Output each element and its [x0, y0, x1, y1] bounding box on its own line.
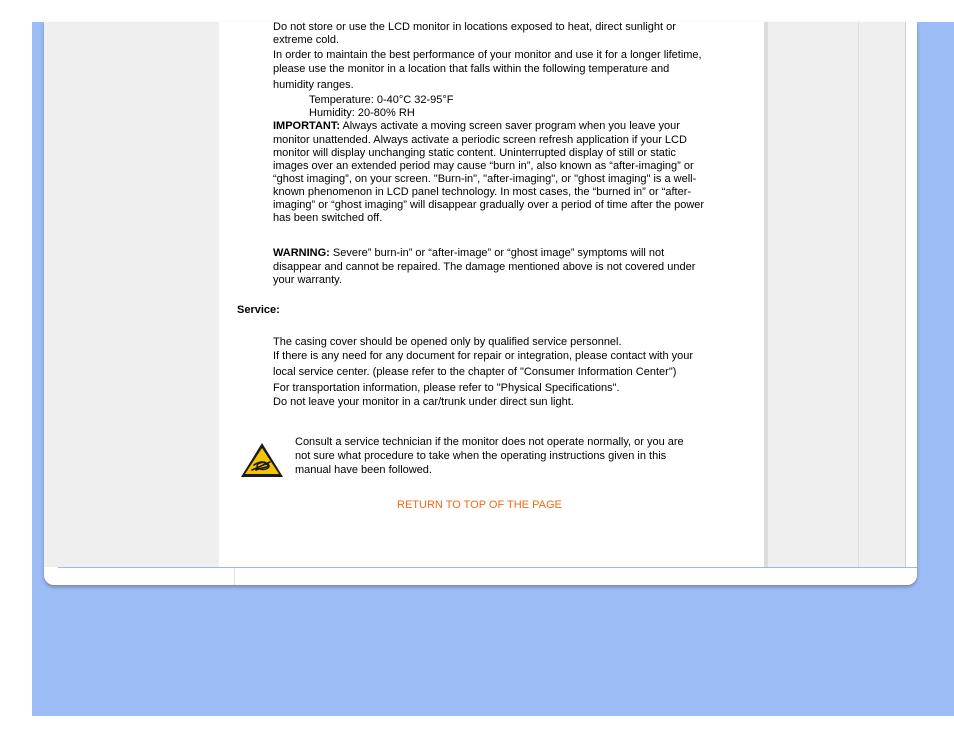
important-line: monitor will display unchanging static content. Uninterrupted display of still or static: [273, 147, 676, 159]
service-line: The casing cover should be opened only by qualified service personnel.: [273, 336, 622, 348]
return-to-top-link[interactable]: RETURN TO TOP OF THE PAGE: [397, 499, 562, 511]
warning-line: [273, 247, 733, 260]
warning-label: WARNING:: [273, 247, 330, 259]
footer-strip: [219, 568, 235, 585]
storage-text-line: extreme cold.: [273, 34, 340, 46]
important-label: IMPORTANT:: [273, 120, 341, 132]
important-line: has been switched off.: [273, 212, 383, 224]
temperature-range: Temperature: 0-40°C 32-95°F: [309, 94, 454, 106]
important-line: [273, 120, 733, 133]
caution-note-line: not sure what procedure to take when the operating instructions given in this: [295, 450, 667, 462]
left-margin-column: [44, 22, 219, 567]
service-line: Do not leave your monitor in a car/trunk under direct sun light.: [273, 396, 574, 408]
panel-right-edge: [905, 22, 906, 567]
caution-note-line: manual have been followed.: [295, 464, 432, 476]
important-line: monitor unattended. Always activate a periodic screen refresh application if your LCD: [273, 134, 687, 146]
service-line: If there is any need for any document for repair or integration, please contact with your: [273, 350, 694, 362]
storage-text-line: please use the monitor in a location that falls within the following temperature and: [273, 63, 670, 75]
caution-hand-icon: [239, 441, 285, 479]
service-line: For transportation information, please refer to "Physical Specifications".: [273, 382, 620, 394]
storage-text-line: Do not store or use the LCD monitor in locations exposed to heat, direct sunlight or: [273, 21, 676, 33]
right-column-divider: [858, 22, 859, 567]
important-line: images over an extended period may cause “burn in”, also known as “after-imaging” or: [273, 160, 694, 172]
service-line: local service center. (please refer to the chapter of "Consumer Information Center"): [273, 366, 677, 378]
right-margin-column: [768, 22, 905, 567]
warning-line: disappear and cannot be repaired. The damage mentioned above is not covered under: [273, 261, 696, 273]
important-line: known phenomenon in LCD panel technology. In most cases, the “burned in” or “after-: [273, 186, 692, 198]
humidity-range: Humidity: 20-80% RH: [309, 107, 415, 119]
service-heading: Service:: [237, 304, 280, 316]
caution-note-line: Consult a service technician if the monitor does not operate normally, or you are: [295, 436, 684, 448]
footer-divider: [58, 567, 917, 568]
important-line: imaging” or “ghost imaging” will disappear gradually over a period of time after the power: [273, 199, 705, 211]
storage-text-line: humidity ranges.: [273, 79, 354, 91]
storage-text-line: In order to maintain the best performance of your monitor and use it for a longer lifetime,: [273, 49, 702, 61]
warning-text: Severe” burn-in” or “after-image” or “ghost image” symptoms will not: [329, 247, 665, 259]
important-line: “ghost imaging”, on your screen. "Burn-in", "after-imaging", or "ghost imaging" is a well-: [273, 173, 697, 185]
important-text: Always activate a moving screen saver program when you leave your: [340, 120, 680, 132]
warning-line: your warranty.: [273, 274, 342, 286]
